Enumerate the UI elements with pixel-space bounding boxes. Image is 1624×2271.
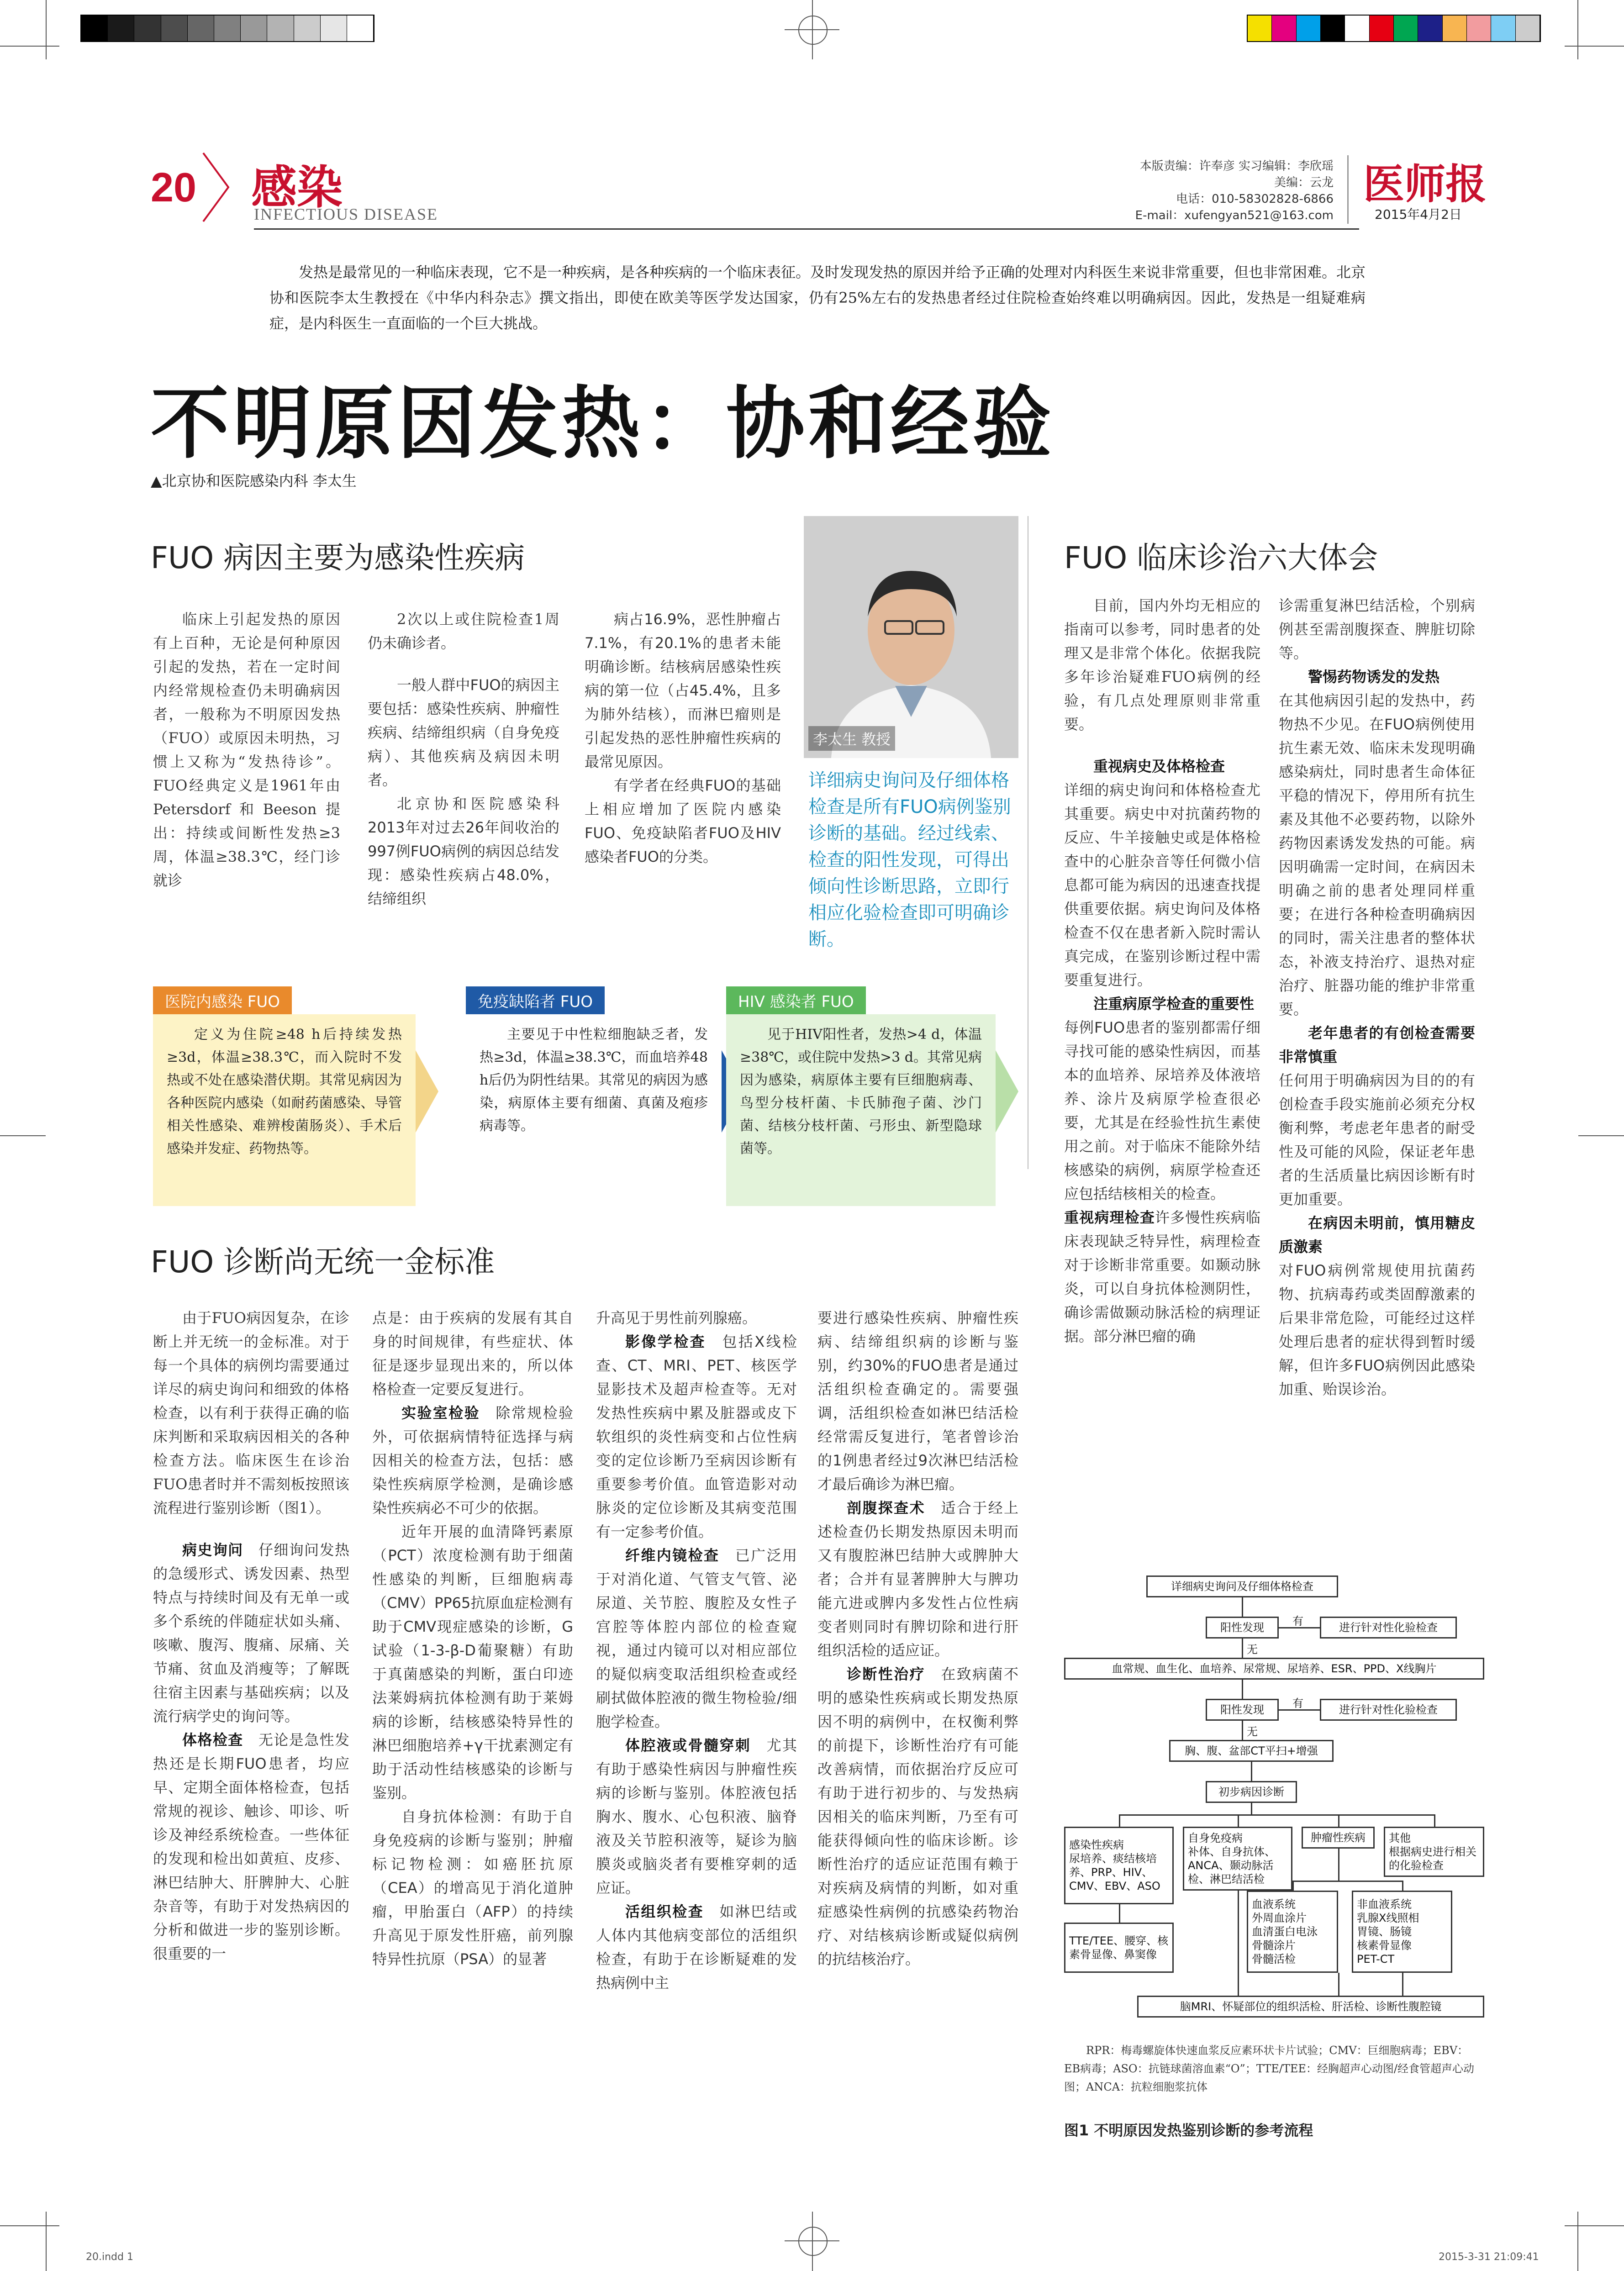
flow-node-final-tests: 脑MRI、怀疑部位的组织活检、肝活检、诊断性腹腔镜 (1137, 1996, 1484, 2018)
gray-swatch (321, 16, 347, 41)
byline: ▲北京协和医院感染内科 李太生 (151, 472, 357, 490)
section1-col3: 病占16.9%，恶性肿瘤占7.1%，有20.1%的患者未能明确诊断。结核病居感染性疾病的第一位（占45.4%，且多为肺外结核），而淋巴瘤则是引起发热的恶性肿瘤性疾病的最常见原因。 有学者在经典FUO的基础上相应增加了医院内感染FUO、免疫缺陷者FUO及HIV感染者FUO的分类。 (585, 611, 781, 865)
arrow-icon (996, 1050, 1023, 1133)
gray-swatch (188, 16, 214, 41)
gray-swatch (241, 16, 267, 41)
gray-swatch (108, 16, 134, 41)
gray-swatch (81, 16, 108, 41)
section-title-en: INFECTIOUS DISEASE (254, 205, 438, 223)
box-hiv-fuo (726, 986, 996, 1206)
flow-label-yes: 有 (1292, 1697, 1303, 1710)
color-swatch (1272, 16, 1296, 41)
headline: 不明原因发热：协和经验 (151, 378, 1055, 469)
arrow-icon (416, 1050, 443, 1133)
box-hiv-tab: HIV 感染者 FUO (726, 986, 866, 1014)
flow-node-ct: 胸、腹、盆部CT平扫+增强 (1169, 1740, 1334, 1762)
editor-credits: 本版责编：许奉彦 实习编辑：李欣瑶 美编：云龙 电话：010-58302828-6866 E-mail：xufengyan521@163.com (1135, 159, 1334, 222)
flow-node-non-hematologic: 非血液系统 乳腺X线照相 胃镜、肠镜 核素骨显像 PET-CT (1352, 1891, 1452, 1973)
header-divider (1347, 155, 1349, 224)
section3-title: FUO 临床诊治六大体会 (1064, 540, 1378, 575)
color-swatch (1370, 16, 1394, 41)
color-swatch (1443, 16, 1467, 41)
footer-timestamp: 2015-3-31 21:09:41 (1439, 2251, 1539, 2263)
box-hospital-text: 定义为住院≥48 h后持续发热≥3d，体温≥38.3℃，而入院时不发热或不处在感染潜伏期。其常见病因为各种医院内感染（如耐药菌感染、导管相关性感染、难辨梭菌肠炎）、手术后感染并发症、药物热等。 (153, 1014, 416, 1206)
color-swatch (1491, 16, 1515, 41)
flow-node-infectious: 感染性疾病 尿培养、痰结核培养、PRP、HIV、CMV、EBV、ASO (1064, 1827, 1174, 1904)
box-immune-tab: 免疫缺陷者 FUO (466, 986, 605, 1014)
flow-node-hematologic: 血液系统 外周血涂片 血清蛋白电泳 骨髓涂片 骨髓活检 (1247, 1891, 1338, 1973)
color-swatch (1321, 16, 1345, 41)
flowchart (1055, 1571, 1493, 2037)
author-photo (804, 516, 1018, 758)
section3-col1: 目前，国内外均无相应的指南可以参考，同时患者的处理又是非常个体化。依据我院多年诊治疑难FUO病例的经验，有几点处理原则非常重要。 重视病史及体格检查 详细的病史询问和体格检查尤其重要。病史中对抗菌药物的反应、牛羊接触史或是体格检查中的心脏杂音等任何微小信息都可能为病因的迅速查找提供重要依据。病史询问及体格检查不仅在患者新入院时需认真完成，在鉴别诊断过程中需要重复进行。 注重病原学检查的重要性 每例FUO患者的鉴别都需仔细寻找可能的感染性病因，而基本的血培养、尿培养及体液培养、涂片及病原学检查很必要，尤其是在经验性抗生素使用之前。对于临床不能除外结核感染的病例，病原学检查还应包括结核相关的检查。 重视病理检查 许多慢性疾病临床表现缺乏特异性，病理检查对于诊断非常重要。如颞动脉炎，可以自身抗体检测阴性，确诊需做颞动脉活检的病理证据。部分淋巴瘤的确 (1064, 597, 1260, 1345)
flow-label-no: 无 (1247, 1725, 1258, 1738)
gray-swatch (134, 16, 161, 41)
lead-paragraph: 发热是最常见的一种临床表现，它不是一种疾病，是各种疾病的一个临床表征。及时发现发热的原因并给予正确的处理对内科医生来说非常重要，但也非常困难。北京协和医院李太生教授在《中华内科杂志》撰文指出，即使在欧美等医学发达国家，仍有25%左右的发热患者经过住院检查始终难以明确病因。因此，发热是一组疑难病症，是内科医生一直面临的一个巨大挑战。 (269, 263, 1366, 332)
gray-swatch (347, 16, 374, 41)
color-swatch (1394, 16, 1418, 41)
gray-scale-bar (80, 15, 374, 42)
flow-node-tte: TTE/TEE、腰穿、核素骨显像、鼻窦像 (1064, 1923, 1174, 1973)
flow-node-routine-tests: 血常规、血生化、血培养、尿常规、尿培养、ESR、PPD、X线胸片 (1064, 1658, 1484, 1680)
section1-col1: 临床上引起发热的原因有上百种，无论是何种原因引起的发热，若在一定时间内经常规检查仍未明确病因者，一般称为不明原因发热（FUO）或原因未明热，习惯上又称为“发热待诊”。FUO经典定义是1961年由Petersdorf和Beeson提出：持续或间断性发热≥3周，体温≥38.3℃，经门诊就诊 (153, 611, 340, 889)
footer-file: 20.indd 1 (86, 2251, 133, 2263)
gray-swatch (161, 16, 188, 41)
flow-node-positive-1: 阳性发现 (1206, 1617, 1279, 1639)
masthead-logo: 医师报 (1363, 160, 1487, 208)
flow-label-yes: 有 (1292, 1615, 1303, 1628)
section-title-cn: 感染 (251, 161, 343, 214)
page-number: 20 (151, 165, 197, 211)
color-swatch (1297, 16, 1321, 41)
color-swatch (1418, 16, 1442, 41)
box-hospital-fuo (153, 986, 416, 1206)
section2-col3: 升高见于男性前列腺癌。 影像学检查 包括X线检查、CT、MRI、PET、核医学显影技术及超声检查等。无对发热性疾病中累及脏器或皮下软组织的炎性病变和占位性病变的定位诊断乃至病因诊断有重要参考价值。血管造影对动脉炎的定位诊断及其病变范围有一定参考价值。 纤维内镜检查 已广泛用于对消化道、气管支气管、泌尿道、关节腔、腹腔及女性子宫腔等体腔内部位的检查窥视，通过内镜可以对相应部位的疑似病变取活组织检查或经刷拭做体腔液的微生物检验/细胞学检查。 体腔液或骨髓穿刺 尤其有助于感染性病因与肿瘤性疾病的诊断与鉴别。体腔液包括胸水、腹水、心包积液、脑脊液及关节腔积液等，疑诊为脑膜炎或脑炎者有要椎穿刺的适应证。 活组织检查 如淋巴结或人体内其他病变部位的活组织检查，有助于在诊断疑难的发热病例中主 (596, 1309, 797, 1992)
flow-label-no: 无 (1247, 1643, 1258, 1656)
portrait-icon (804, 516, 1018, 758)
header-rule (254, 228, 1359, 230)
color-scale-bar (1247, 15, 1541, 42)
flow-node-initial-diagnosis: 初步病因诊断 (1206, 1781, 1297, 1803)
gray-swatch (267, 16, 294, 41)
section2-col4: 要进行感染性疾病、肿瘤性疾病、结缔组织病的诊断与鉴别，约30%的FUO患者是通过活组织检查确定的。需要强调，活组织检查如淋巴结活检经常需反复进行，笔者曾诊治的1例患者经过9次淋巴结活检才最后确诊为淋巴瘤。 剖腹探查术 适合于经上述检查仍长期发热原因未明而又有腹腔淋巴结肿大或脾肿大者；合并有显著脾肿大与脾功能亢进或脾内多发性占位性病变者则同时有脾切除和进行肝组织活检的适应证。 诊断性治疗 在致病菌不明的感染性疾病或长期发热原因不明的病例中，在权衡利弊的前提下，诊断性治疗有可能改善病情，而依据治疗反应可有助于进行初步的、与发热病因相关的临床判断，乃至有可能获得倾向性的临床诊断。诊断性治疗的适应证范围有赖于对疾病及病情的判断，如对重症感染性病例的抗感染药物治疗、对结核病诊断或疑似病例的抗结核治疗。 (817, 1309, 1018, 1968)
photo-caption: 李太生 教授 (808, 726, 895, 751)
figure-title: 图1 不明原因发热鉴别诊断的参考流程 (1064, 2122, 1313, 2139)
flow-node-positive-2: 阳性发现 (1206, 1699, 1279, 1721)
flow-node-targeted-test-1: 进行针对性化验检查 (1320, 1617, 1457, 1639)
color-swatch (1345, 16, 1369, 41)
section3-col2: 诊需重复淋巴结活检，个别病例甚至需剖腹探查、脾脏切除等。 警惕药物诱发的发热 在其他病因引起的发热中，药物热不少见。在FUO病例使用抗生素无效、临床未发现明确感染病灶，同时患者生命体征平稳的情况下，停用所有抗生素及其他不必要药物，以除外药物因素诱发发热的可能。病因明确需一定时间，在病因未明确之前的患者处理同样重要；在进行各种检查明确病因的同时，需关注患者的整体状态，补液支持治疗、退热对症治疗、脏器功能的维护非常重要。 老年患者的有创检查需要非常慎重 任何用于明确病因为目的的有创检查手段实施前必须充分权衡利弊，考虑老年患者的耐受性及可能的风险，保证老年患者的生活质量比病因诊断有时更加重要。 在病因未明前，慎用糖皮质激素 对FUO病例常规使用抗菌药物、抗病毒药或类固醇激素的后果非常危险，可能经过这样处理后患者的症状得到暂时缓解，但许多FUO病例因此感染加重、贻误诊治。 (1279, 597, 1475, 1398)
flow-node-autoimmune: 自身免疫病 补体、自身抗体、ANCA、颞动脉活检、淋巴结活检 (1183, 1827, 1292, 1891)
gray-swatch (214, 16, 241, 41)
issue-date: 2015年4月2日 (1375, 207, 1462, 222)
box-immune-text: 主要见于中性粒细胞缺乏者，发热≥3d，体温≥38.3℃，而血培养48 h后仍为阴性结果。其常见的病因为感染，病原体主要有细菌、真菌及疱疹病毒等。 (466, 1014, 722, 1206)
section2-title: FUO 诊断尚无统一金标准 (151, 1244, 495, 1280)
pull-quote: 详细病史询问及仔细体格检查是所有FUO病例鉴别诊断的基础。经过线索、检查的阳性发现，可得出倾向性诊断思路，立即行相应化验检查即可明确诊断。 (808, 770, 1011, 950)
section2-col1: 由于FUO病因复杂，在诊断上并无统一的金标准。对于每一个具体的病例均需要通过详尽的病史询问和细致的体格检查，以有利于获得正确的临床判断和采取病因相关的各种检查方法。临床医生在诊治FUO患者时并不需刻板按照该流程进行鉴别诊断（图1）。 病史询问 仔细询问发热的急缓形式、诱发因素、热型特点与持续时间及有无单一或多个系统的伴随症状如头痛、咳嗽、腹泻、腹痛、尿痛、关节痛、贫血及消瘦等；了解既往宿主因素与基础疾病；以及流行病学史的询问等。 体格检查 无论是急性发热还是长期FUO患者，均应早、定期全面体格检查，包括常规的视诊、触诊、叩诊、听诊及神经系统检查。一些体征的发现和检出如黄疸、皮疹、淋巴结肿大、肝脾肿大、心脏杂音等，有助于对发热病因的分析和做进一步的鉴别诊断。很重要的一 (153, 1309, 349, 1962)
box-hiv-text: 见于HIV阳性者，发热>4 d，体温≥38℃，或住院中发热>3 d。其常见病因为感染，病原体主要有巨细胞病毒、鸟型分枝杆菌、卡氏肺孢子菌、沙门菌、结核分枝杆菌、弓形虫、新型隐球菌等。 (726, 1014, 996, 1206)
flow-node-targeted-test-2: 进行针对性化验检查 (1320, 1699, 1457, 1721)
color-swatch (1516, 16, 1540, 41)
flow-node-other: 其他 根据病史进行相关的化验检查 (1384, 1827, 1484, 1877)
box-immune-fuo (466, 986, 722, 1206)
section2-col2: 点是：由于疾病的发展有其自身的时间规律，有些症状、体征是逐步显现出来的，所以体格检查一定要反复进行。 实验室检验 除常规检验外，可依据病情特征选择与病因相关的检查方法，包括：感染性疾病原学检测，是确诊感染性疾病必不可少的依据。 近年开展的血清降钙素原（PCT）浓度检测有助于细菌性感染的判断，巨细胞病毒（CMV）PP65抗原血症检测有助于CMV现症感染的诊断，G试验（1-3-β-D葡聚糖）有助于真菌感染的判断，蛋白印迹法莱姆病抗体检测有助于莱姆病的诊断，结核感染特异性的淋巴细胞培养+γ干扰素测定有助于活动性结核感染的诊断与鉴别。 自身抗体检测：有助于自身免疫病的诊断与鉴别；肿瘤标记物检测：如癌胚抗原（CEA）的增高见于消化道肿瘤，甲胎蛋白（AFP）的持续升高见于原发性肝癌，前列腺特异性抗原（PSA）的显著 (372, 1309, 573, 1968)
section1-title: FUO 病因主要为感染性疾病 (151, 540, 525, 575)
chevron-icon (201, 151, 233, 224)
box-hospital-tab: 医院内感染 FUO (153, 986, 292, 1014)
flowchart-note: RPR：梅毒螺旋体快速血浆反应素环状卡片试验；CMV：巨细胞病毒；EBV：EB病毒；ASO：抗链球菌溶血素“O”；TTE/TEE：经胸超声心动图/经食管超声心动图；ANCA：抗粒细胞浆抗体 (1064, 2044, 1475, 2093)
flow-node-history: 详细病史询问及仔细体格检查 (1146, 1575, 1338, 1597)
color-swatch (1248, 16, 1272, 41)
gray-swatch (294, 16, 321, 41)
flow-node-tumor: 肿瘤性疾病 (1302, 1827, 1375, 1849)
section1-col2: 2次以上或住院检查1周仍未确诊者。 一般人群中FUO的病因主要包括：感染性疾病、肿瘤性疾病、结缔组织病（自身免疫病）、其他疾病及病因未明者。 北京协和医院感染科2013年对过去26年间收治的997例FUO病例的病因总结发现：感染性疾病占48.0%，结缔组织 (368, 611, 559, 907)
color-swatch (1467, 16, 1491, 41)
